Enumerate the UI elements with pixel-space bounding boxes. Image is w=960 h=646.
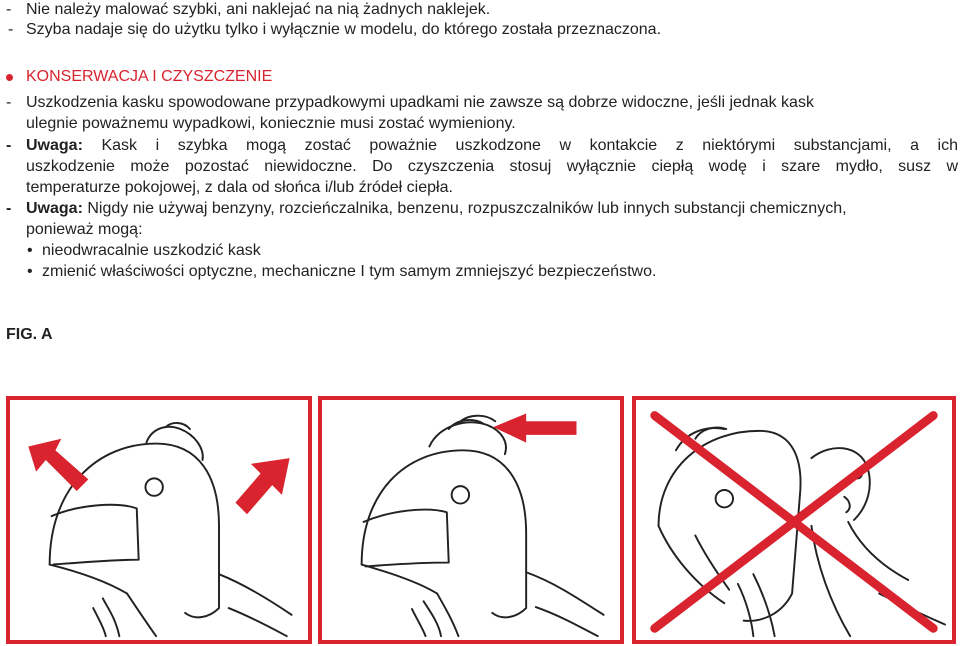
- item-2-label: Uwaga:: [26, 137, 83, 154]
- section-heading-text: KONSERWACJA I CZYSZCZENIE: [26, 68, 273, 85]
- figure-panel-3-incorrect: [632, 396, 956, 644]
- item-2-line-3: temperaturze pokojowej, z dala od słońca i/lub źródeł ciepła.: [26, 179, 453, 196]
- item-2-line-2: uszkodzenie może pozostać niewidoczne. Do czyszczenia stosuj wyłącznie ciepłą wodę i szare mydło, susz w: [26, 158, 958, 175]
- item-3-line-2: ponieważ mogą:: [26, 221, 143, 238]
- intro-line-2-text: Szyba nadaje się do użytku tylko i wyłącznie w modelu, do którego została przeznaczona.: [26, 21, 662, 38]
- figure-label: FIG. A: [6, 326, 53, 343]
- item-1-line-1: Uszkodzenia kasku spowodowane przypadkowymi upadkami nie zawsze są dobrze widoczne, jeśli jednak kask: [26, 94, 814, 111]
- intro-line-1-text: Nie należy malować szybki, ani naklejać na nią żadnych naklejek.: [26, 1, 491, 18]
- figure-panel-1: [6, 396, 312, 644]
- sub-item-2-text: zmienić właściwości optyczne, mechaniczne I tym samym zmniejszyć bezpieczeństwo.: [42, 263, 657, 280]
- figure-panel-2: [318, 396, 624, 644]
- item-3-line-1: Uwaga: Nigdy nie używaj benzyny, rozcieńczalnika, benzenu, rozpuszczalników lub innych substancji chemicznych,: [26, 200, 847, 217]
- item-3-label: Uwaga:: [26, 200, 83, 217]
- item-2-line-1: Uwaga: Kask i szybka mogą zostać poważnie uszkodzone w kontakcie z niektórymi substancjami, a ich: [26, 137, 958, 154]
- red-bullet-icon: [6, 74, 13, 81]
- helmet-removal-illustration-1: [10, 400, 308, 640]
- helmet-removal-illustration-2: [322, 400, 620, 640]
- sub-item-1-text: nieodwracalnie uszkodzić kask: [42, 242, 261, 259]
- item-1-line-2: ulegnie poważnemu wypadkowi, koniecznie musi zostać wymieniony.: [26, 115, 516, 132]
- helmet-incorrect-removal-illustration: [636, 400, 952, 640]
